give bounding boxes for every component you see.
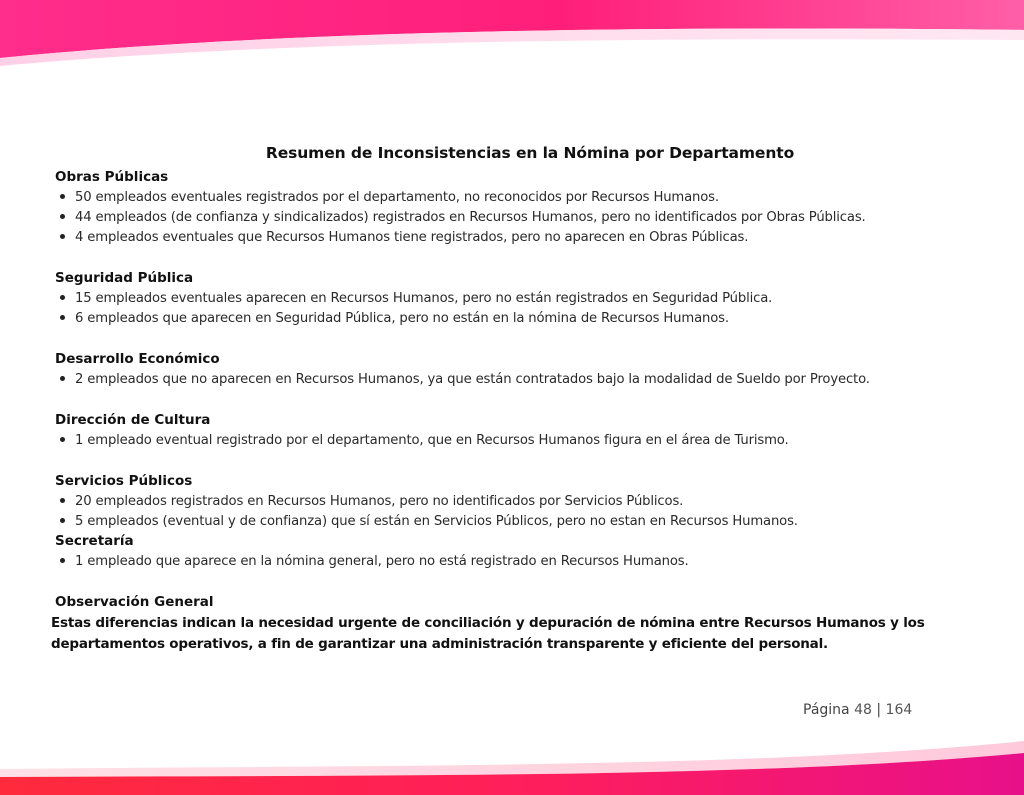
list-item xyxy=(60,514,798,529)
list-item-text: 6 empleados que aparecen en Seguridad Pública, pero no están en la nómina de Recursos Humanos. xyxy=(75,311,729,326)
bullet-icon xyxy=(60,376,65,381)
section-heading-obras-publicas: Obras Públicas xyxy=(55,169,169,185)
list-item xyxy=(60,433,789,448)
footer-wave-graphic xyxy=(0,735,1024,795)
observation-text-line-1: Estas diferencias indican la necesidad urgente de conciliación y depuración de nómina entre Recursos Humanos y los xyxy=(51,615,925,631)
list-item-text: 4 empleados eventuales que Recursos Humanos tiene registrados, pero no aparecen en Obras Públicas. xyxy=(75,230,749,245)
bullet-icon xyxy=(60,558,65,563)
document-title: Resumen de Inconsistencias en la Nómina por Departamento xyxy=(265,144,795,162)
list-item xyxy=(60,291,772,306)
list-item xyxy=(60,190,719,205)
observation-heading: Observación General xyxy=(55,594,214,610)
observation-text-line-2: departamentos operativos, a fin de garantizar una administración transparente y eficiente del personal. xyxy=(51,636,828,652)
bullet-icon xyxy=(60,498,65,503)
section-heading-servicios-publicos: Servicios Públicos xyxy=(55,473,193,489)
list-item-text: 1 empleado eventual registrado por el departamento, que en Recursos Humanos figura en el área de Turismo. xyxy=(75,433,789,448)
list-item xyxy=(60,372,870,387)
list-item xyxy=(60,230,748,245)
bullet-icon xyxy=(60,437,65,442)
page-number xyxy=(803,702,912,718)
list-item xyxy=(60,311,729,326)
page-separator: | xyxy=(876,702,882,718)
list-item-text: 44 empleados (de confianza y sindicalizados) registrados en Recursos Humanos, pero no identificados por Obras Públicas. xyxy=(75,210,866,225)
page-label: Página xyxy=(803,702,850,718)
bullet-icon xyxy=(60,518,65,523)
list-item-text: 2 empleados que no aparecen en Recursos Humanos, ya que están contratados bajo la modalidad de Sueldo por Proyecto. xyxy=(75,372,870,387)
section-heading-desarrollo-economico: Desarrollo Económico xyxy=(55,351,220,367)
list-item xyxy=(60,494,683,509)
header-wave-graphic xyxy=(0,0,1024,66)
list-item-text: 5 empleados (eventual y de confianza) que sí están en Servicios Públicos, pero no estan en Recursos Humanos. xyxy=(75,514,798,529)
list-item-text: 15 empleados eventuales aparecen en Recursos Humanos, pero no están registrados en Seguridad Pública. xyxy=(75,291,773,306)
section-heading-secretaria: Secretaría xyxy=(55,533,134,549)
section-heading-direccion-cultura: Dirección de Cultura xyxy=(55,412,211,428)
list-item-text: 1 empleado que aparece en la nómina general, pero no está registrado en Recursos Humanos. xyxy=(75,554,689,569)
list-item xyxy=(60,554,689,569)
page-current: 48 xyxy=(854,702,872,718)
bullet-icon xyxy=(60,214,65,219)
bullet-icon xyxy=(60,315,65,320)
list-item-text: 50 empleados eventuales registrados por el departamento, no reconocidos por Recursos Humanos. xyxy=(75,190,719,205)
footer-decorative-band xyxy=(0,735,1024,795)
section-heading-seguridad-publica: Seguridad Pública xyxy=(55,270,194,286)
page-total: 164 xyxy=(885,702,913,718)
bullet-icon xyxy=(60,194,65,199)
bullet-icon xyxy=(60,295,65,300)
bullet-icon xyxy=(60,234,65,239)
header-decorative-band xyxy=(0,0,1024,66)
list-item-text: 20 empleados registrados en Recursos Humanos, pero no identificados por Servicios Públicos. xyxy=(75,494,684,509)
list-item xyxy=(60,210,866,225)
